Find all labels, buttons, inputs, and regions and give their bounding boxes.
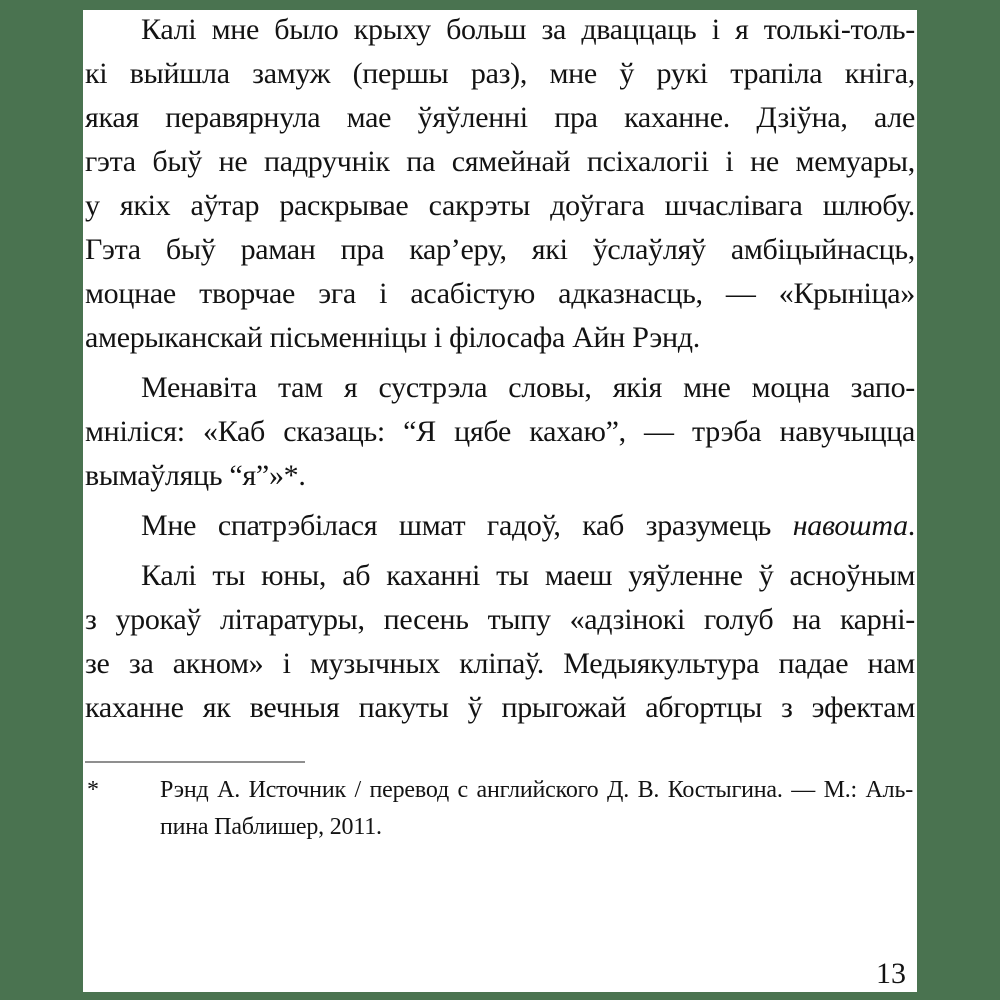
text-line: з урокаў літаратуры, песень тыпу «адзінокі голуб на карні- [85,603,915,636]
text-line: каханне як вечныя пакуты ў прыгожай абгортцы з эфектам [85,691,915,724]
text-line: зе за акном» і музычных кліпаў. Медыякультура падае нам [85,647,915,680]
text-line: якая перавярнула мае ўяўленні пра каханне. Дзіўна, але [85,101,915,134]
paragraph [85,366,915,498]
text-line: мніліся: «Каб сказаць: “Я цябе кахаю”, — трэба навучыцца [85,415,915,448]
footnote [85,772,913,846]
page-number: 13 [876,957,906,990]
paragraph [85,554,915,730]
footnote-marker: * [87,777,99,803]
book-page [83,10,917,992]
text-line: Гэта быў раман пра кар’еру, які ўслаўляў амбіцыйнасць, [85,233,915,266]
footnote-text [160,772,913,846]
text-line: кі выйшла замуж (першы раз), мне ў рукі трапіла кніга, [85,57,915,90]
text-line: Калі мне было крыху больш за дваццаць і я толькі-толь- [141,13,915,46]
text-line: Калі ты юны, аб каханні ты маеш уяўленне ў асноўным [141,559,915,592]
paragraph [85,504,915,548]
text-line: гэта быў не падручнік па сямейнай псіхалогіі і не мемуары, [85,145,915,178]
footnote-line: пина Паблишер, 2011. [160,814,382,840]
body-text [85,8,915,730]
text-line: амерыканскай пісьменніцы і філосафа Айн Рэнд. [85,321,700,354]
footnote-line: Рэнд А. Источник / перевод с английского Д. В. Костыгина. — М.: Аль- [160,777,913,803]
text-line: вымаўляць “я”»*. [85,459,306,492]
text-line: моцнае творчае эга і асабістую адказнасць, — «Крыніца» [85,277,915,310]
text-line: Мне спатрэбілася шмат гадоў, каб зразумець навошта. [141,509,915,542]
text-line: Менавіта там я сустрэла словы, якія мне моцна запо- [141,371,915,404]
footnote-separator [85,761,305,763]
text-line: у якіх аўтар раскрывае сакрэты доўгага шчаслівага шлюбу. [85,189,915,222]
paragraph [85,8,915,360]
